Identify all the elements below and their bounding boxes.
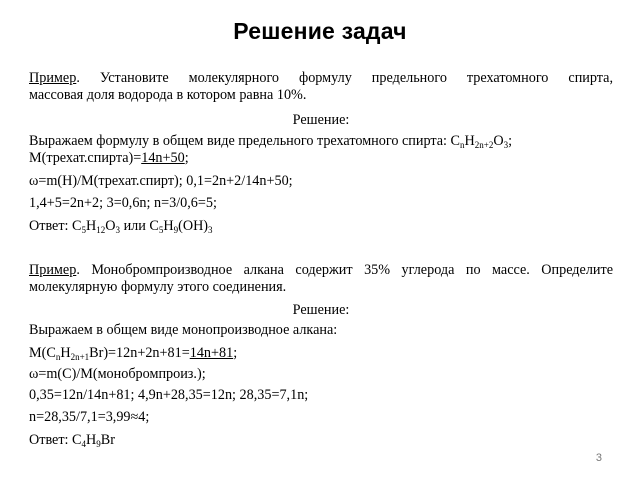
example1-answer-line: Ответ: $C_5H_{12}O_3$ или $C_5H_9(OH)_3$ xyxy=(29,218,213,235)
example1-omega-line: ω=m(H)/M(трехат.спирт); 0,1=2n+2/14n+50; xyxy=(29,173,293,189)
example1-task-line2: массовая доля водорода в котором равна 10%. xyxy=(29,87,307,103)
example1-label: Пример xyxy=(29,70,77,86)
example2-omega-line: ω=m(C)/M(монобромпроиз.); xyxy=(29,366,206,382)
example2-solution-label: Решение: xyxy=(292,302,350,318)
example1-molar-mass-line: M(трехат.спирта)=14n+50; xyxy=(29,150,189,166)
example1-task-text1: . Установите молекулярного формулу предельного трехатомного спирта, xyxy=(76,70,613,86)
example1-calc-line: 1,4+5=2n+2; 3=0,6n; n=3/0,6=5; xyxy=(29,195,217,211)
example1-task-line1 xyxy=(29,70,613,87)
example2-answer-line: Ответ: $C_4H_9Br$ xyxy=(29,432,115,449)
example2-calc-line2: n=28,35/7,1=3,99≈4; xyxy=(29,409,150,425)
page-number: 3 xyxy=(595,452,602,464)
example2-general-line: Выражаем в общем виде монопроизводное алкана: xyxy=(29,322,338,338)
example2-label: Пример xyxy=(29,262,77,278)
slide-title: Решение задач xyxy=(233,18,407,44)
example2-task-line1 xyxy=(29,262,613,279)
example1-formula-line: Выражаем формулу в общем виде предельного трехатомного спирта: $C_nH_{2n+2}O_3$; xyxy=(29,133,513,150)
example2-task-line2: молекулярную формулу этого соединения. xyxy=(29,279,287,295)
example2-calc-line1: 0,35=12n/14n+81; 4,9n+28,35=12n; 28,35=7,1n; xyxy=(29,387,309,403)
example1-solution-label: Решение: xyxy=(292,112,350,128)
example2-task-text1: . Монобромпроизводное алкана содержит 35% углерода по массе. Определите xyxy=(76,262,613,278)
example2-molar-mass-line: $M(C_nH_{2n+1}Br)=12n+2n+81=14n+81$; xyxy=(29,345,238,362)
